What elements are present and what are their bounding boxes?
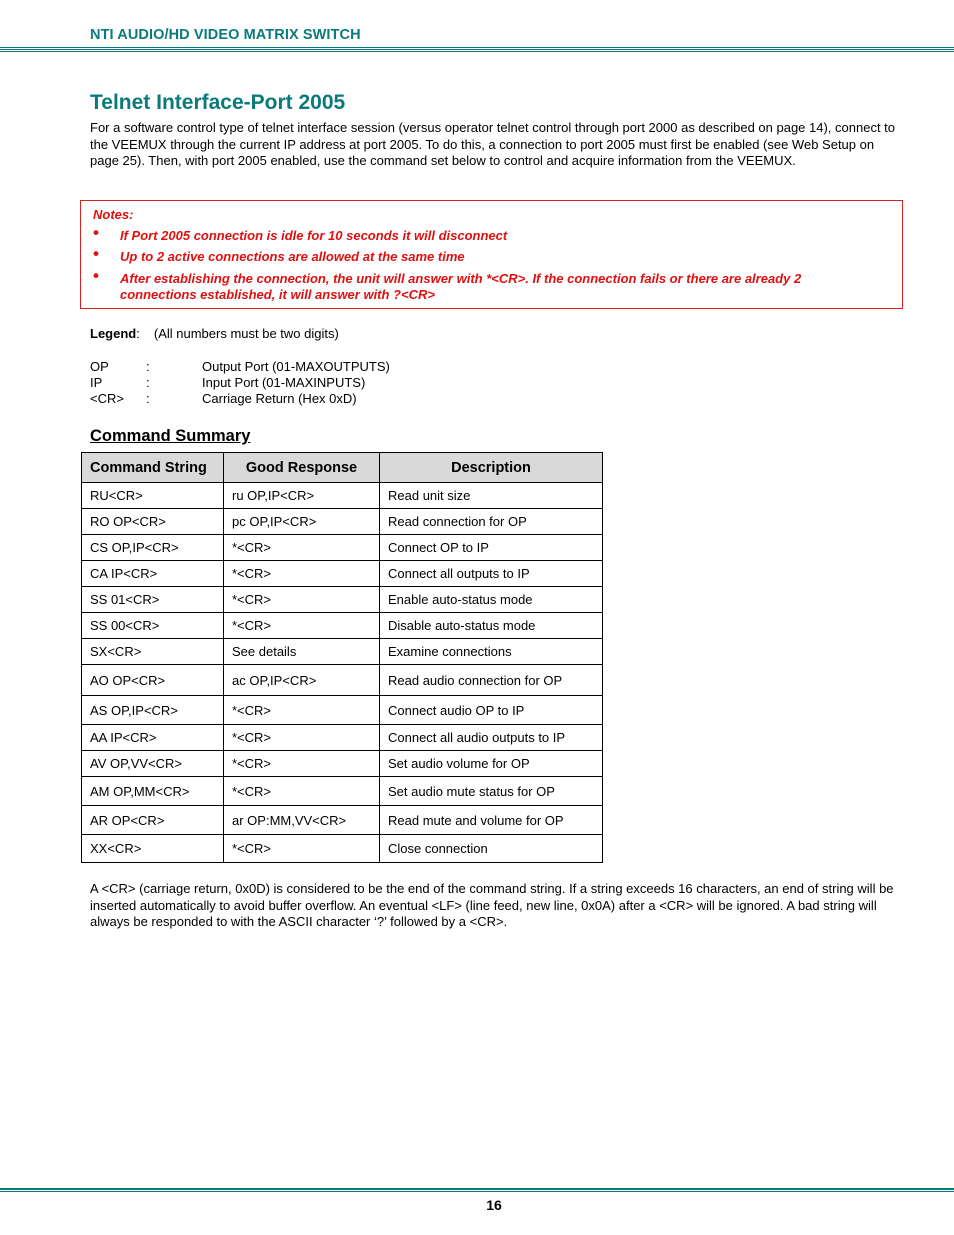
cell-command: AA IP<CR> (82, 725, 224, 751)
notes-heading: Notes: (93, 207, 134, 222)
cell-description: Examine connections (380, 639, 603, 665)
cell-response: *<CR> (224, 587, 380, 613)
command-summary-title: Command Summary (90, 427, 251, 445)
cell-command: AS OP,IP<CR> (82, 696, 224, 725)
cell-response: ru OP,IP<CR> (224, 483, 380, 509)
legend-colon: : (136, 326, 140, 341)
cell-description: Read connection for OP (380, 509, 603, 535)
cell-response: *<CR> (224, 696, 380, 725)
cell-response: See details (224, 639, 380, 665)
table-row (82, 696, 603, 725)
legend-value: Input Port (01-MAXINPUTS) (202, 375, 366, 390)
table-row (82, 806, 603, 835)
section-title: Telnet Interface-Port 2005 (90, 91, 346, 114)
table-row (82, 639, 603, 665)
cell-command: RU<CR> (82, 483, 224, 509)
cell-description: Connect all outputs to IP (380, 561, 603, 587)
cell-response: *<CR> (224, 725, 380, 751)
legend-value: Output Port (01-MAXOUTPUTS) (202, 359, 390, 374)
command-table (81, 452, 603, 863)
document-header-title: NTI AUDIO/HD VIDEO MATRIX SWITCH (90, 27, 361, 43)
table-row (82, 613, 603, 639)
table-row (82, 835, 603, 863)
cell-response: *<CR> (224, 777, 380, 806)
column-header-command: Command String (82, 453, 224, 483)
cell-command: CS OP,IP<CR> (82, 535, 224, 561)
command-table-body (82, 483, 603, 863)
cell-command: XX<CR> (82, 835, 224, 863)
column-header-response: Good Response (224, 453, 380, 483)
legend-separator: : (146, 359, 150, 374)
cell-description: Set audio mute status for OP (380, 777, 603, 806)
table-row (82, 509, 603, 535)
cell-description: Disable auto-status mode (380, 613, 603, 639)
note-text: If Port 2005 connection is idle for 10 seconds it will disconnect (120, 228, 508, 243)
table-row (82, 587, 603, 613)
cell-response: *<CR> (224, 535, 380, 561)
cell-response: *<CR> (224, 561, 380, 587)
cell-description: Connect OP to IP (380, 535, 603, 561)
cell-response: *<CR> (224, 835, 380, 863)
cell-command: AR OP<CR> (82, 806, 224, 835)
cell-description: Enable auto-status mode (380, 587, 603, 613)
legend-note: (All numbers must be two digits) (153, 326, 339, 341)
cell-command: CA IP<CR> (82, 561, 224, 587)
table-row (82, 561, 603, 587)
page-number: 16 (486, 1197, 502, 1213)
table-row (82, 483, 603, 509)
cell-description: Read audio connection for OP (380, 665, 603, 696)
header-rule (0, 47, 954, 53)
cell-command: AO OP<CR> (82, 665, 224, 696)
cell-description: Connect audio OP to IP (380, 696, 603, 725)
table-row (82, 725, 603, 751)
notes-box (80, 200, 903, 309)
cell-description: Set audio volume for OP (380, 751, 603, 777)
column-header-description: Description (380, 453, 603, 483)
table-row (82, 665, 603, 696)
cell-response: *<CR> (224, 751, 380, 777)
legend (90, 326, 339, 341)
cell-description: Read mute and volume for OP (380, 806, 603, 835)
cell-response: ar OP:MM,VV<CR> (224, 806, 380, 835)
legend-key: IP (90, 375, 103, 390)
cell-description: Connect all audio outputs to IP (380, 725, 603, 751)
bullet-icon: • (93, 223, 99, 242)
cell-command: AM OP,MM<CR> (82, 777, 224, 806)
legend-separator: : (146, 375, 150, 390)
legend-value: Carriage Return (Hex 0xD) (202, 391, 357, 406)
intro-paragraph: For a software control type of telnet interface session (versus operator telnet control through port 2000 as described on page 14), connect to the VEEMUX through the current IP address at port 2005. To do this, a connection to port 2005 must first be enabled (see Web Setup on page 25). Then, with port 2005 enabled, use the command set below to control and acquire information from the VEEMUX. (90, 120, 896, 168)
cell-command: SS 00<CR> (82, 613, 224, 639)
cell-response: ac OP,IP<CR> (224, 665, 380, 696)
cell-command: RO OP<CR> (82, 509, 224, 535)
legend-separator: : (146, 391, 150, 406)
table-row (82, 777, 603, 806)
bullet-icon: • (93, 266, 99, 285)
cell-description: Read unit size (380, 483, 603, 509)
cell-response: *<CR> (224, 613, 380, 639)
legend-key: OP (90, 359, 109, 374)
cell-description: Close connection (380, 835, 603, 863)
cell-command: SS 01<CR> (82, 587, 224, 613)
closing-paragraph: A <CR> (carriage return, 0x0D) is considered to be the end of the command string. If a string exceeds 16 characters, an end of string will be inserted automatically to avoid buffer overflow. An eventual <LF> (line feed, new line, 0x0A) after a <CR> will be ignored. A bad string will always be responded to with the ASCII character ‘?’ followed by a <CR>. (90, 881, 894, 929)
legend-key: <CR> (90, 391, 124, 406)
cell-response: pc OP,IP<CR> (224, 509, 380, 535)
note-text: After establishing the connection, the unit will answer with *<CR>. If the connection fails or there are already 2 connections established, it will answer with ?<CR> (120, 271, 802, 302)
bullet-icon: • (93, 244, 99, 263)
table-header-row (82, 453, 603, 483)
legend-label: Legend (90, 326, 137, 341)
footer-rule (0, 1188, 954, 1192)
table-row (82, 751, 603, 777)
note-text: Up to 2 active connections are allowed at the same time (120, 249, 465, 264)
cell-command: SX<CR> (82, 639, 224, 665)
table-row (82, 535, 603, 561)
cell-command: AV OP,VV<CR> (82, 751, 224, 777)
